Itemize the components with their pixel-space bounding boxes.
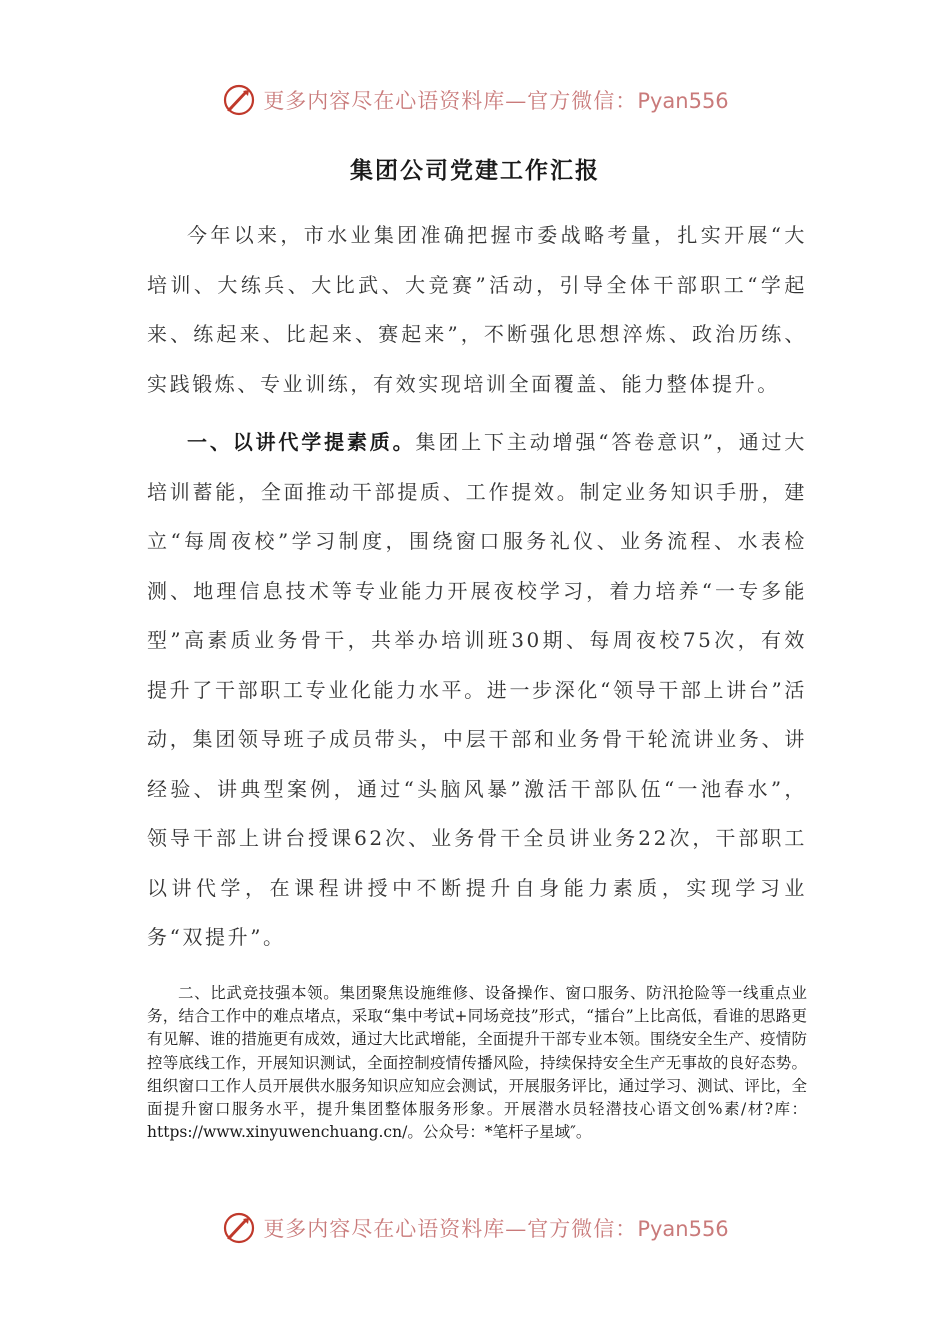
watermark-footer [0,1208,950,1248]
pen-logo-icon [221,1210,257,1246]
intro-paragraph: 今年以来，市水业集团准确把握市委战略考量，扎实开展“大培训、大练兵、大比武、大竞赛”活动，引导全体干部职工“学起来、练起来、比起来、赛起来”，不断强化思想淬炼、政治历练、实践锻炼、专业训练，有效实现培训全面覆盖、能力整体提升。 [147,223,807,396]
document-title: 集团公司党建工作汇报 [350,157,600,184]
watermark-text: 更多内容尽在心语资料库—官方微信：Pyan556 [263,89,729,113]
section-2-paragraph: 二、比武竞技强本领。集团聚焦设施维修、设备操作、窗口服务、防汛抢险等一线重点业务，结合工作中的难点堵点，采取“集中考试+同场竞技”形式，“擂台”上比高低，看谁的思路更有见解、谁的措施更有成效，通过大比武增能，全面提升干部专业本领。围绕安全生产、疫情防控等底线工作，开展知识测试，全面控制疫情传播风险，持续保持安全生产无事故的良好态势。组织窗口工作人员开展供水服务知识应知应会测试，开展服务评比，通过学习、测试、评比，全面提升窗口服务水平，提升集团整体服务形象。开展潜水员轻潜技心语文创%素/材?库：https://www.xinyuwenchuang.cn/。公众号：*笔杆子星域″。 [147,984,807,1142]
section-1-paragraph [147,418,807,963]
watermark-header [0,80,950,120]
pen-logo-icon [221,82,257,118]
section-1-heading: 一、以讲代学提素质。 [187,430,416,454]
watermark-text: 更多内容尽在心语资料库—官方微信：Pyan556 [263,1217,729,1241]
section-1-body: 集团上下主动增强“答卷意识”，通过大培训蓄能，全面推动干部提质、工作提效。制定业务知识手册，建立“每周夜校”学习制度，围绕窗口服务礼仪、业务流程、水表检测、地理信息技术等专业能力开展夜校学习，着力培养“一专多能型”高素质业务骨干，共举办培训班30期、每周夜校75次，有效提升了干部职工专业化能力水平。进一步深化“领导干部上讲台”活动，集团领导班子成员带头，中层干部和业务骨干轮流讲业务、讲经验、讲典型案例，通过“头脑风暴”激活干部队伍“一池春水”，领导干部上讲台授课62次、业务骨干全员讲业务22次，干部职工以讲代学，在课程讲授中不断提升自身能力素质，实现学习业务“双提升”。 [147,430,807,949]
